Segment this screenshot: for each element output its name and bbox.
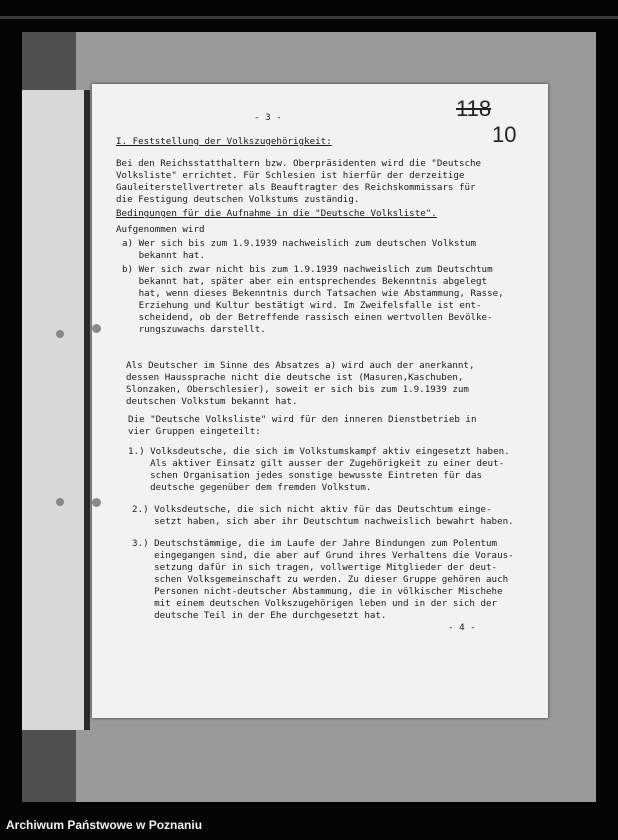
punch-hole	[56, 330, 64, 338]
list-item-b: Erziehung und Kultur bestätigt wird. Im Zweifelsfalle ist ent-	[122, 300, 482, 311]
paragraph-line: vier Gruppen eingeteilt:	[128, 426, 261, 437]
group-item-3: 3.) Deutschstämmige, die im Laufe der Jahre Bindungen zum Polentum	[132, 538, 498, 549]
list-item-b: scheidend, ob der Betreffende rassisch einen wertvollen Bevölke-	[122, 312, 493, 323]
group-item-2: 2.) Volksdeutsche, die sich nicht aktiv für das Deutschtum einge-	[132, 504, 492, 515]
group-item-1: Als aktiver Einsatz gilt ausser der Zugehörigkeit zu einer deut-	[128, 458, 505, 469]
punch-hole	[92, 498, 101, 507]
paragraph-line: Gauleiterstellvertreter als Beauftragter des Reichskommissars für	[116, 182, 476, 193]
next-page-marker: - 4 -	[448, 622, 476, 633]
list-item-b: bekannt hat, später aber ein entsprechendes Bekenntnis abgelegt	[122, 276, 488, 287]
paragraph-line: Bei den Reichsstatthaltern bzw. Oberpräsidenten wird die "Deutsche	[116, 158, 482, 169]
group-item-2: setzt haben, sich aber ihr Deutschtum nachweislich bewahrt haben.	[132, 516, 514, 527]
group-item-3: eingegangen sind, die aber auf Grund ihres Verhaltens die Voraus-	[132, 550, 514, 561]
paragraph-line: Volksliste" errichtet. Für Schlesien ist hierfür der derzeitige	[116, 170, 465, 181]
paragraph-line: dessen Haussprache nicht die deutsche ist (Masuren,Kaschuben,	[126, 372, 464, 383]
section-heading: I. Feststellung der Volkszugehörigkeit:	[116, 136, 332, 147]
group-item-3: mit einem deutschen Volkszugehörigen leben und in der sich der	[132, 598, 498, 609]
punch-hole	[56, 498, 64, 506]
group-item-3: Personen nicht-deutscher Abstammung, die in völkischer Mischehe	[132, 586, 503, 597]
conditions-heading: Bedingungen für die Aufnahme in die "Deutsche Volksliste".	[116, 208, 437, 219]
list-item-a: bekannt hat.	[122, 250, 205, 261]
group-item-3: setzung dafür in sich tragen, vollwertige Mitglieder der deut-	[132, 562, 498, 573]
list-item-b: b) Wer sich zwar nicht bis zum 1.9.1939 nachweislich zum Deutschtum	[122, 264, 493, 275]
document-page	[92, 84, 548, 718]
group-item-1: deutsche gegenüber dem fremden Volkstum.	[128, 482, 372, 493]
film-edge	[0, 16, 618, 19]
group-item-1: schen Organisation jedes sonstige bewusste Eintreten für das	[128, 470, 483, 481]
archive-number-struck: 118	[456, 96, 492, 121]
paragraph-line: Aufgenommen wird	[116, 224, 205, 235]
paragraph-line: deutschen Volkstum bekannt hat.	[126, 396, 298, 407]
list-item-b: hat, wenn dieses Bekenntnis durch Tatsachen wie Abstammung, Rasse,	[122, 288, 504, 299]
archive-caption: Archiwum Państwowe w Poznaniu	[6, 818, 203, 832]
paragraph-line: Die "Deutsche Volksliste" wird für den inneren Dienstbetrieb in	[128, 414, 477, 425]
group-item-1: 1.) Volksdeutsche, die sich im Volkstumskampf aktiv eingesetzt haben.	[128, 446, 510, 457]
punch-hole	[92, 324, 101, 333]
paragraph-line: die Festigung deutschen Volkstums zuständig.	[116, 194, 360, 205]
paragraph-line: Als Deutscher im Sinne des Absatzes a) wird auch der anerkannt,	[126, 360, 475, 371]
list-item-a: a) Wer sich bis zum 1.9.1939 nachweislich zum deutschen Volkstum	[122, 238, 477, 249]
binding-strip	[22, 90, 90, 730]
page-number: - 3 -	[254, 112, 282, 123]
group-item-3: deutsche Teil in der Ehe durchgesetzt hat.	[132, 610, 387, 621]
archive-number: 10	[492, 122, 517, 147]
paragraph-line: Slonzaken, Oberschlesier), soweit er sich bis zum 1.9.1939 zum	[126, 384, 469, 395]
group-item-3: schen Volksgemeinschaft zu werden. Zu dieser Gruppe gehören auch	[132, 574, 509, 585]
list-item-b: rungszuwachs darstellt.	[122, 324, 266, 335]
